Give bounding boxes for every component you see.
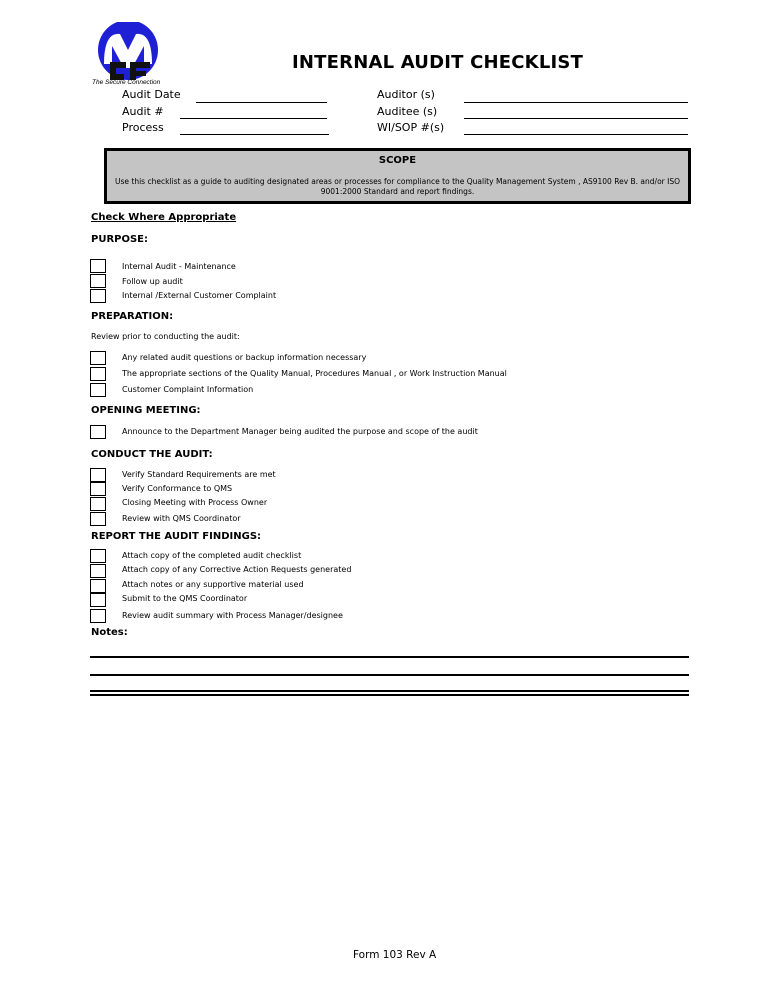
- conduct-item-1: Verify Standard Requirements are met: [122, 470, 276, 479]
- auditor-label: Auditor (s): [377, 88, 435, 101]
- report-checkbox-5[interactable]: [90, 609, 106, 623]
- preparation-item-2: The appropriate sections of the Quality Manual, Procedures Manual , or Work Instruction Manual: [122, 369, 507, 378]
- process-field[interactable]: [180, 134, 329, 135]
- report-checkbox-4[interactable]: [90, 593, 106, 607]
- scope-box: [104, 148, 691, 204]
- audit-date-label: Audit Date: [122, 88, 181, 101]
- opening-checkbox-1[interactable]: [90, 425, 106, 439]
- report-checkbox-1[interactable]: [90, 549, 106, 563]
- report-checkbox-2[interactable]: [90, 564, 106, 578]
- scope-text: Use this checklist as a guide to auditing designated areas or processes for compliance to the Quality Management System , AS9100 Rev B. and/or ISO 9001:2000 Standard and report findings.: [114, 177, 681, 196]
- purpose-checkbox-3[interactable]: [90, 289, 106, 303]
- purpose-checkbox-2[interactable]: [90, 274, 106, 288]
- conduct-checkbox-4[interactable]: [90, 512, 106, 526]
- purpose-item-2: Follow up audit: [122, 277, 183, 286]
- notes-line-4: [90, 694, 689, 696]
- purpose-item-3: Internal /External Customer Complaint: [122, 291, 277, 300]
- auditor-field[interactable]: [464, 102, 688, 103]
- preparation-checkbox-1[interactable]: [90, 351, 106, 365]
- conduct-checkbox-1[interactable]: [90, 468, 106, 482]
- process-label: Process: [122, 121, 164, 134]
- audit-number-field[interactable]: [180, 118, 327, 119]
- conduct-checkbox-3[interactable]: [90, 497, 106, 511]
- notes-heading: Notes:: [91, 627, 128, 638]
- preparation-item-1: Any related audit questions or backup information necessary: [122, 353, 367, 362]
- wi-sop-field[interactable]: [464, 134, 688, 135]
- check-where-appropriate-heading: Check Where Appropriate: [91, 212, 237, 223]
- purpose-heading: PURPOSE:: [91, 234, 149, 245]
- report-item-5: Review audit summary with Process Manager/designee: [122, 611, 343, 620]
- preparation-note: Review prior to conducting the audit:: [91, 332, 240, 341]
- page-title: INTERNAL AUDIT CHECKLIST: [292, 52, 584, 73]
- auditee-label: Auditee (s): [377, 105, 438, 118]
- conduct-audit-heading: CONDUCT THE AUDIT:: [91, 449, 213, 460]
- preparation-checkbox-3[interactable]: [90, 383, 106, 397]
- report-item-2: Attach copy of any Corrective Action Requests generated: [122, 565, 352, 574]
- purpose-item-1: Internal Audit - Maintenance: [122, 262, 236, 271]
- auditee-field[interactable]: [464, 118, 688, 119]
- conduct-checkbox-2[interactable]: [90, 482, 106, 496]
- conduct-item-3: Closing Meeting with Process Owner: [122, 498, 268, 507]
- notes-line-3[interactable]: [90, 690, 689, 692]
- report-findings-heading: REPORT THE AUDIT FINDINGS:: [91, 531, 262, 542]
- preparation-checkbox-2[interactable]: [90, 367, 106, 381]
- preparation-heading: PREPARATION:: [91, 311, 174, 322]
- scope-title: SCOPE: [378, 155, 417, 166]
- report-item-3: Attach notes or any supportive material used: [122, 580, 304, 589]
- form-number-footer: Form 103 Rev A: [353, 949, 437, 961]
- conduct-item-2: Verify Conformance to QMS: [122, 484, 233, 493]
- audit-date-field[interactable]: [196, 102, 327, 103]
- purpose-checkbox-1[interactable]: [90, 259, 106, 273]
- report-item-4: Submit to the QMS Coordinator: [122, 594, 248, 603]
- opening-meeting-heading: OPENING MEETING:: [91, 405, 201, 416]
- preparation-item-3: Customer Complaint Information: [122, 385, 254, 394]
- notes-line-2[interactable]: [90, 674, 689, 676]
- report-item-1: Attach copy of the completed audit checklist: [122, 551, 302, 560]
- opening-item-1: Announce to the Department Manager being audited the purpose and scope of the audit: [122, 427, 478, 436]
- report-checkbox-3[interactable]: [90, 579, 106, 593]
- notes-line-1[interactable]: [90, 656, 689, 658]
- audit-number-label: Audit #: [122, 105, 164, 118]
- company-tagline: The Secure Connection: [92, 79, 161, 86]
- wi-sop-label: WI/SOP #(s): [377, 121, 445, 134]
- conduct-item-4: Review with QMS Coordinator: [122, 514, 241, 523]
